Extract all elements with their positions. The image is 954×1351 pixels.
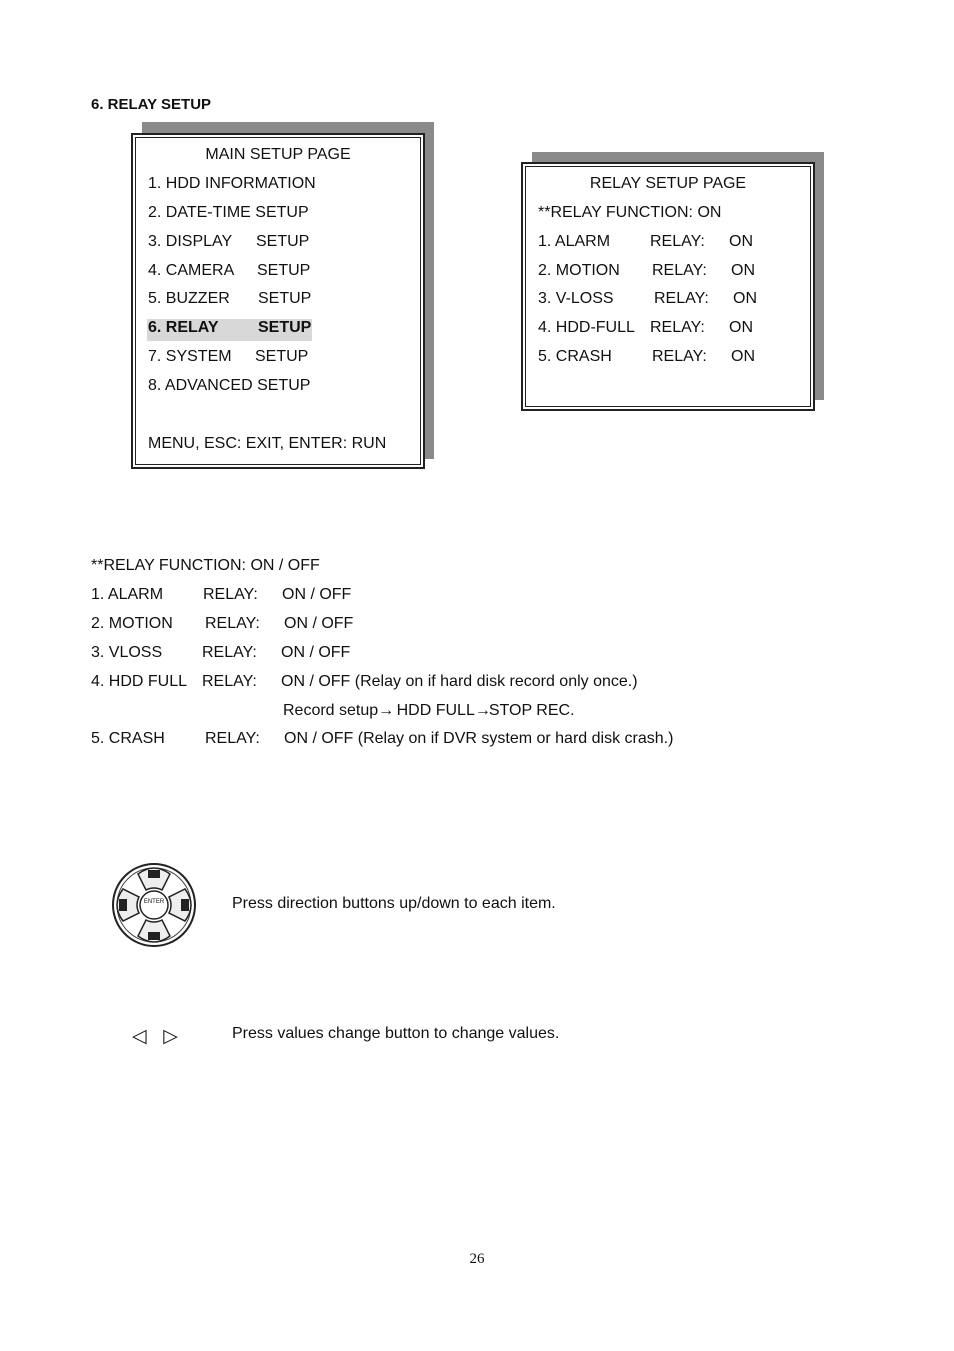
menu-item-suffix: SETUP xyxy=(255,348,309,365)
right-triangle-icon: ▷ xyxy=(163,1026,178,1047)
description-value: ON / OFF (Relay on if DVR system or hard disk crash.) xyxy=(284,730,674,747)
description-row xyxy=(91,586,691,604)
description-name: 4. HDD FULL xyxy=(91,673,188,690)
menu-item-label: 1. HDD INFORMATION xyxy=(148,175,316,192)
relay-menu-title: RELAY SETUP PAGE xyxy=(589,175,747,192)
menu-item-system-setup[interactable] xyxy=(148,348,318,366)
hdd-note-part: Record setup xyxy=(283,702,379,719)
menu-item-relay-setup[interactable] xyxy=(148,319,318,337)
relay-item-label: RELAY: xyxy=(652,262,707,279)
relay-item-value: ON xyxy=(731,262,755,279)
menu-item-suffix: SETUP xyxy=(256,233,310,250)
relay-item-name: 2. MOTION xyxy=(538,262,620,279)
menu-item-suffix: SETUP xyxy=(258,319,312,336)
menu-item-label: 8. ADVANCED SETUP xyxy=(148,377,311,394)
relay-item-label: RELAY: xyxy=(650,319,705,336)
relay-item-value: ON xyxy=(731,348,755,365)
description-label: RELAY: xyxy=(205,730,260,747)
relay-item-v-loss[interactable] xyxy=(538,290,788,308)
arrow-right-icon: → xyxy=(378,702,395,719)
relay-item-label: RELAY: xyxy=(650,233,705,250)
description-value: ON / OFF (Relay on if hard disk record only once.) xyxy=(281,673,638,690)
direction-keypad-icon xyxy=(110,860,202,950)
section-title: 6. RELAY SETUP xyxy=(91,96,212,113)
description-row xyxy=(91,615,691,633)
menu-item-suffix: SETUP xyxy=(257,262,311,279)
description-label: RELAY: xyxy=(203,586,258,603)
relay-item-hdd-full[interactable] xyxy=(538,319,788,337)
main-menu-title: MAIN SETUP PAGE xyxy=(205,146,351,163)
description-label: RELAY: xyxy=(202,673,257,690)
value-change-buttons xyxy=(132,1025,178,1048)
description-name: 2. MOTION xyxy=(91,615,173,632)
menu-item-label: 7. SYSTEM xyxy=(148,348,232,365)
menu-item-advanced-setup[interactable] xyxy=(148,377,310,395)
description-row xyxy=(91,673,791,691)
description-name: 5. CRASH xyxy=(91,730,165,747)
menu-item-label: 2. DATE-TIME SETUP xyxy=(148,204,309,221)
hdd-full-note xyxy=(283,702,575,720)
relay-item-name: 5. CRASH xyxy=(538,348,612,365)
description-name: 1. ALARM xyxy=(91,586,164,603)
description-value: ON / OFF xyxy=(284,615,354,632)
relay-item-value: ON xyxy=(733,290,757,307)
description-function-line: **RELAY FUNCTION: ON / OFF xyxy=(91,557,320,574)
relay-item-motion[interactable] xyxy=(538,262,788,280)
menu-item-display-setup[interactable] xyxy=(148,233,318,251)
keypad-center-label: ENTER xyxy=(143,899,165,905)
menu-item-hdd-information[interactable] xyxy=(148,175,316,193)
description-label: RELAY: xyxy=(205,615,260,632)
main-menu-footer: MENU, ESC: EXIT, ENTER: RUN xyxy=(148,435,387,452)
value-instruction: Press values change button to change values. xyxy=(232,1025,560,1042)
menu-item-date-time-setup[interactable] xyxy=(148,204,309,222)
relay-item-name: 3. V-LOSS xyxy=(538,290,614,307)
page-number: 26 xyxy=(469,1251,485,1267)
relay-item-value: ON xyxy=(729,233,753,250)
description-row xyxy=(91,644,691,662)
description-label: RELAY: xyxy=(202,644,257,661)
menu-item-camera-setup[interactable] xyxy=(148,262,318,280)
relay-function-line: **RELAY FUNCTION: ON xyxy=(538,204,722,221)
description-value: ON / OFF xyxy=(281,644,351,661)
menu-item-buzzer-setup[interactable] xyxy=(148,290,318,308)
left-triangle-icon: ◁ xyxy=(132,1026,147,1047)
menu-item-label: 4. CAMERA xyxy=(148,262,235,279)
relay-item-name: 4. HDD-FULL xyxy=(538,319,635,336)
relay-item-value: ON xyxy=(729,319,753,336)
arrow-right-icon: → xyxy=(474,702,491,719)
menu-item-label: 6. RELAY xyxy=(148,319,219,336)
description-row xyxy=(91,730,791,748)
description-value: ON / OFF xyxy=(282,586,352,603)
hdd-note-part: HDD FULL xyxy=(392,702,475,719)
menu-item-label: 3. DISPLAY xyxy=(148,233,233,250)
hdd-note-part: STOP REC. xyxy=(488,702,575,719)
menu-item-suffix: SETUP xyxy=(258,290,312,307)
relay-item-label: RELAY: xyxy=(652,348,707,365)
relay-item-alarm[interactable] xyxy=(538,233,788,251)
relay-item-label: RELAY: xyxy=(654,290,709,307)
menu-item-label: 5. BUZZER xyxy=(148,290,230,307)
relay-item-crash[interactable] xyxy=(538,348,788,366)
description-name: 3. VLOSS xyxy=(91,644,163,661)
direction-instruction: Press direction buttons up/down to each item. xyxy=(232,895,556,912)
relay-item-name: 1. ALARM xyxy=(538,233,611,250)
